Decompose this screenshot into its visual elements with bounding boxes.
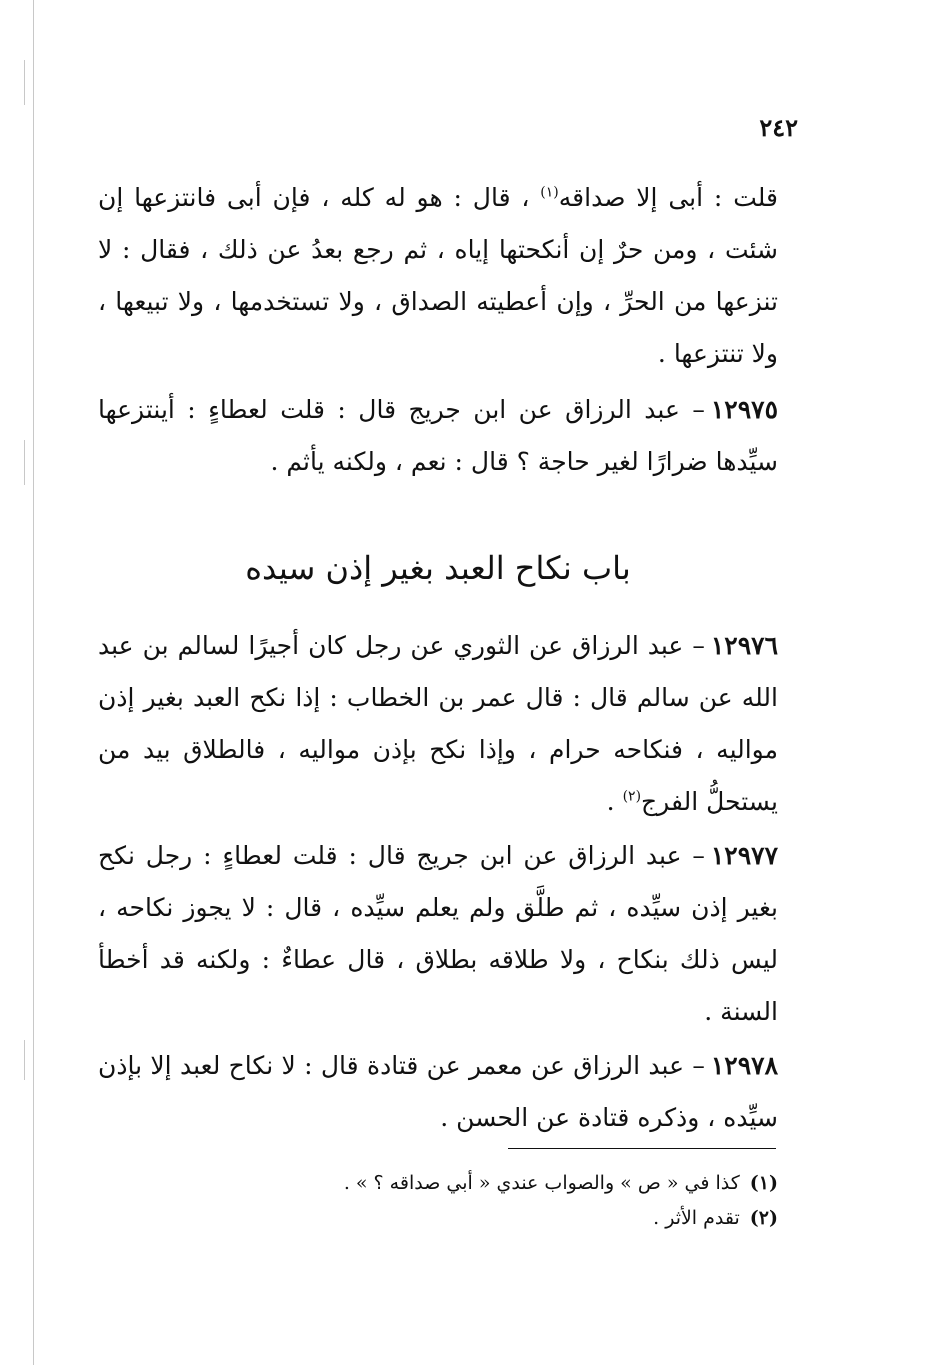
footnote-ref-2: (٢) — [622, 788, 642, 805]
scan-edge-mark — [24, 440, 25, 485]
continuation-paragraph — [98, 172, 778, 380]
hadith-12975 — [98, 384, 778, 488]
footnote-number: (١) — [749, 1172, 778, 1194]
hadith-number: ١٢٩٧٥ — [710, 395, 778, 424]
footnote-2 — [98, 1201, 778, 1236]
hadith-12976 — [98, 620, 778, 828]
hadith-number: ١٢٩٧٦ — [710, 631, 778, 660]
hadith-text: – عبد الرزاق عن معمر عن قتادة قال : لا نكاح لعبد إلا بإذن سيِّده ، وذكره قتادة عن الحسن . — [98, 1051, 778, 1132]
hadith-text-end: . — [606, 787, 623, 816]
scan-edge-mark — [24, 1040, 25, 1080]
footnote-ref-1: (١) — [540, 184, 559, 201]
footnote-text: كذا في « ص » والصواب عندي « أبي صداقه ؟ » . — [343, 1172, 740, 1194]
continuation-text-rest: ، قال : هو له كله ، فإن أبى فانتزعها إن شئت ، ومن حرٌ إن أنكحتها إياه ، ثم رجع بعدُ عن ذلك ، فقال : لا تنزعها من الحرِّ ، وإن أعطيته الصداق ، ولا تستخدمها ، ولا تبيعها ، ولا تنتزعها . — [98, 183, 778, 368]
hadith-text: – عبد الرزاق عن الثوري عن رجل كان أجيرًا لسالم بن عبد الله عن سالم قال : قال عمر بن الخطاب : إذا نكح العبد بغير إذن مواليه ، فنكاحه حرام ، وإذا نكح بإذن مواليه ، فالطلاق بيد من يستحلُّ الفرج — [98, 631, 778, 816]
hadith-12978 — [98, 1040, 778, 1144]
footnote-number: (٢) — [749, 1207, 778, 1229]
footnotes — [98, 1166, 778, 1236]
hadith-12977 — [98, 830, 778, 1038]
continuation-text-start: قلت : أبى إلا صداقه — [558, 183, 778, 212]
hadith-text: – عبد الرزاق عن ابن جريج قال : قلت لعطاءٍ : أينتزعها سيِّدها ضرارًا لغير حاجة ؟ قال : نعم ، ولكنه يأثم . — [98, 395, 778, 476]
footnote-text: تقدم الأثر . — [653, 1207, 740, 1229]
footnote-separator — [508, 1148, 776, 1149]
hadith-number: ١٢٩٧٧ — [710, 841, 778, 870]
footnote-1 — [98, 1166, 778, 1201]
scan-edge-line — [33, 0, 34, 1365]
hadith-number: ١٢٩٧٨ — [710, 1051, 778, 1080]
page-number: ٢٤٢ — [759, 113, 798, 142]
hadith-text: – عبد الرزاق عن ابن جريج قال : قلت لعطاءٍ : رجل نكح بغير إذن سيِّده ، ثم طلَّق ولم يعلم سيِّده ، قال : لا يجوز نكاحه ، ليس ذلك بنكاح ، ولا طلاقه بطلاق ، قال عطاءٌ : ولكنه قد أخطأ السنة . — [98, 841, 778, 1026]
chapter-heading: باب نكاح العبد بغير إذن سيده — [245, 549, 631, 587]
scan-edge-mark — [24, 60, 25, 105]
